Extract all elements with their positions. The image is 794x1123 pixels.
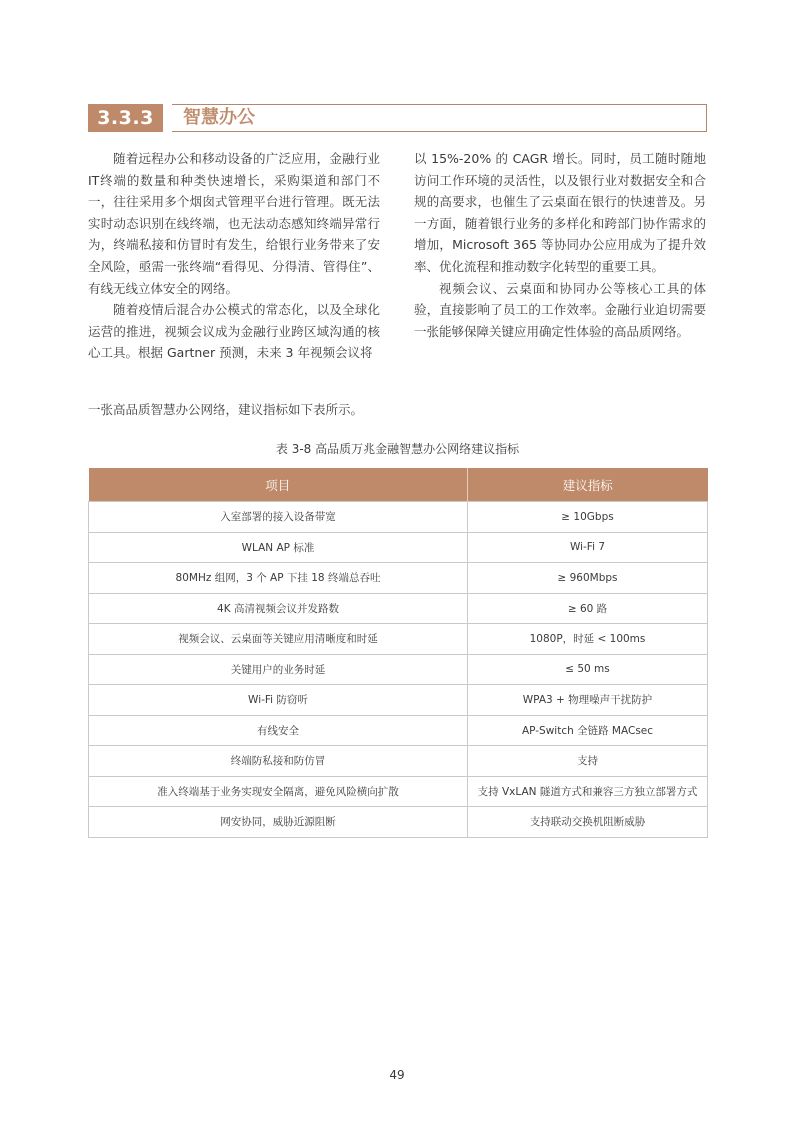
section-header bbox=[88, 104, 707, 132]
page-number: 49 bbox=[389, 1068, 405, 1082]
right-column bbox=[414, 148, 706, 342]
cell-metric: ≥ 960Mbps bbox=[468, 563, 708, 594]
cell-metric: WPA3 + 物理噪声干扰防护 bbox=[468, 685, 708, 716]
table-header-row bbox=[89, 468, 708, 502]
cell-item: 网安协同，威胁近源阻断 bbox=[89, 807, 468, 838]
paragraph: 随着远程办公和移动设备的广泛应用，金融行业IT终端的数量和种类快速增长，采购渠道和部门不一，往往采用多个烟囱式管理平台进行管理。既无法实时动态识别在线终端，也无法动态感知终端异常行为，终端私接和仿冒时有发生，给银行业务带来了安全风险，亟需一张终端“看得见、分得清、管得住”、有线无线立体安全的网络。 bbox=[88, 151, 380, 296]
section-number: 3.3.3 bbox=[88, 104, 163, 132]
cell-metric: ≥ 60 路 bbox=[468, 593, 708, 624]
table-row bbox=[89, 502, 708, 533]
cell-item: 视频会议、云桌面等关键应用清晰度和时延 bbox=[89, 624, 468, 655]
table-intro-text: 一张高品质智慧办公网络，建议指标如下表所示。 bbox=[88, 402, 364, 417]
cell-item: 关键用户的业务时延 bbox=[89, 654, 468, 685]
cell-item: 终端防私接和防仿冒 bbox=[89, 746, 468, 777]
cell-metric: 1080P，时延 < 100ms bbox=[468, 624, 708, 655]
table-caption: 表 3-8 高品质万兆金融智慧办公网络建议指标 bbox=[275, 442, 520, 456]
table-row bbox=[89, 593, 708, 624]
cell-metric: Wi-Fi 7 bbox=[468, 532, 708, 563]
cell-item: 有线安全 bbox=[89, 715, 468, 746]
cell-item: 入室部署的接入设备带宽 bbox=[89, 502, 468, 533]
table-row bbox=[89, 532, 708, 563]
table-row bbox=[89, 685, 708, 716]
left-column bbox=[88, 148, 380, 364]
cell-metric: 支持 VxLAN 隧道方式和兼容三方独立部署方式 bbox=[468, 776, 708, 807]
paragraph-continued: 以 15%-20% 的 CAGR 增长。同时，员工随时随地访问工作环境的灵活性，以及银行业对数据安全和合规的高要求，也催生了云桌面在银行的快速普及。另一方面，随着银行业务的多样化和跨部门协作需求的增加，Microsoft 365 等协同办公应用成为了提升效率、优化流程和推动数字化转型的重要工具。 bbox=[414, 151, 706, 274]
cell-item: WLAN AP 标准 bbox=[89, 532, 468, 563]
header-metric: 建议指标 bbox=[468, 468, 708, 502]
table-row bbox=[89, 624, 708, 655]
metrics-table bbox=[88, 468, 708, 838]
cell-item: 准入终端基于业务实现安全隔离，避免风险横向扩散 bbox=[89, 776, 468, 807]
section-divider bbox=[163, 104, 172, 132]
table-row bbox=[89, 776, 708, 807]
section-title: 智慧办公 bbox=[183, 107, 255, 128]
cell-metric: ≤ 50 ms bbox=[468, 654, 708, 685]
header-item: 项目 bbox=[89, 468, 468, 502]
cell-metric: ≥ 10Gbps bbox=[468, 502, 708, 533]
cell-item: 4K 高清视频会议并发路数 bbox=[89, 593, 468, 624]
table-row bbox=[89, 746, 708, 777]
table-row bbox=[89, 715, 708, 746]
table-row bbox=[89, 563, 708, 594]
paragraph: 视频会议、云桌面和协同办公等核心工具的体验，直接影响了员工的工作效率。金融行业迫切需要一张能够保障关键应用确定性体验的高品质网络。 bbox=[414, 280, 706, 339]
table-row bbox=[89, 654, 708, 685]
cell-metric: 支持 bbox=[468, 746, 708, 777]
paragraph: 随着疫情后混合办公模式的常态化，以及全球化运营的推进，视频会议成为金融行业跨区域沟通的核心工具。根据 Gartner 预测，未来 3 年视频会议将 bbox=[88, 302, 380, 361]
cell-item: 80MHz 组网，3 个 AP 下挂 18 终端总吞吐 bbox=[89, 563, 468, 594]
table-row bbox=[89, 807, 708, 838]
cell-item: Wi-Fi 防窃听 bbox=[89, 685, 468, 716]
cell-metric: 支持联动交换机阻断威胁 bbox=[468, 807, 708, 838]
cell-metric: AP-Switch 全链路 MACsec bbox=[468, 715, 708, 746]
